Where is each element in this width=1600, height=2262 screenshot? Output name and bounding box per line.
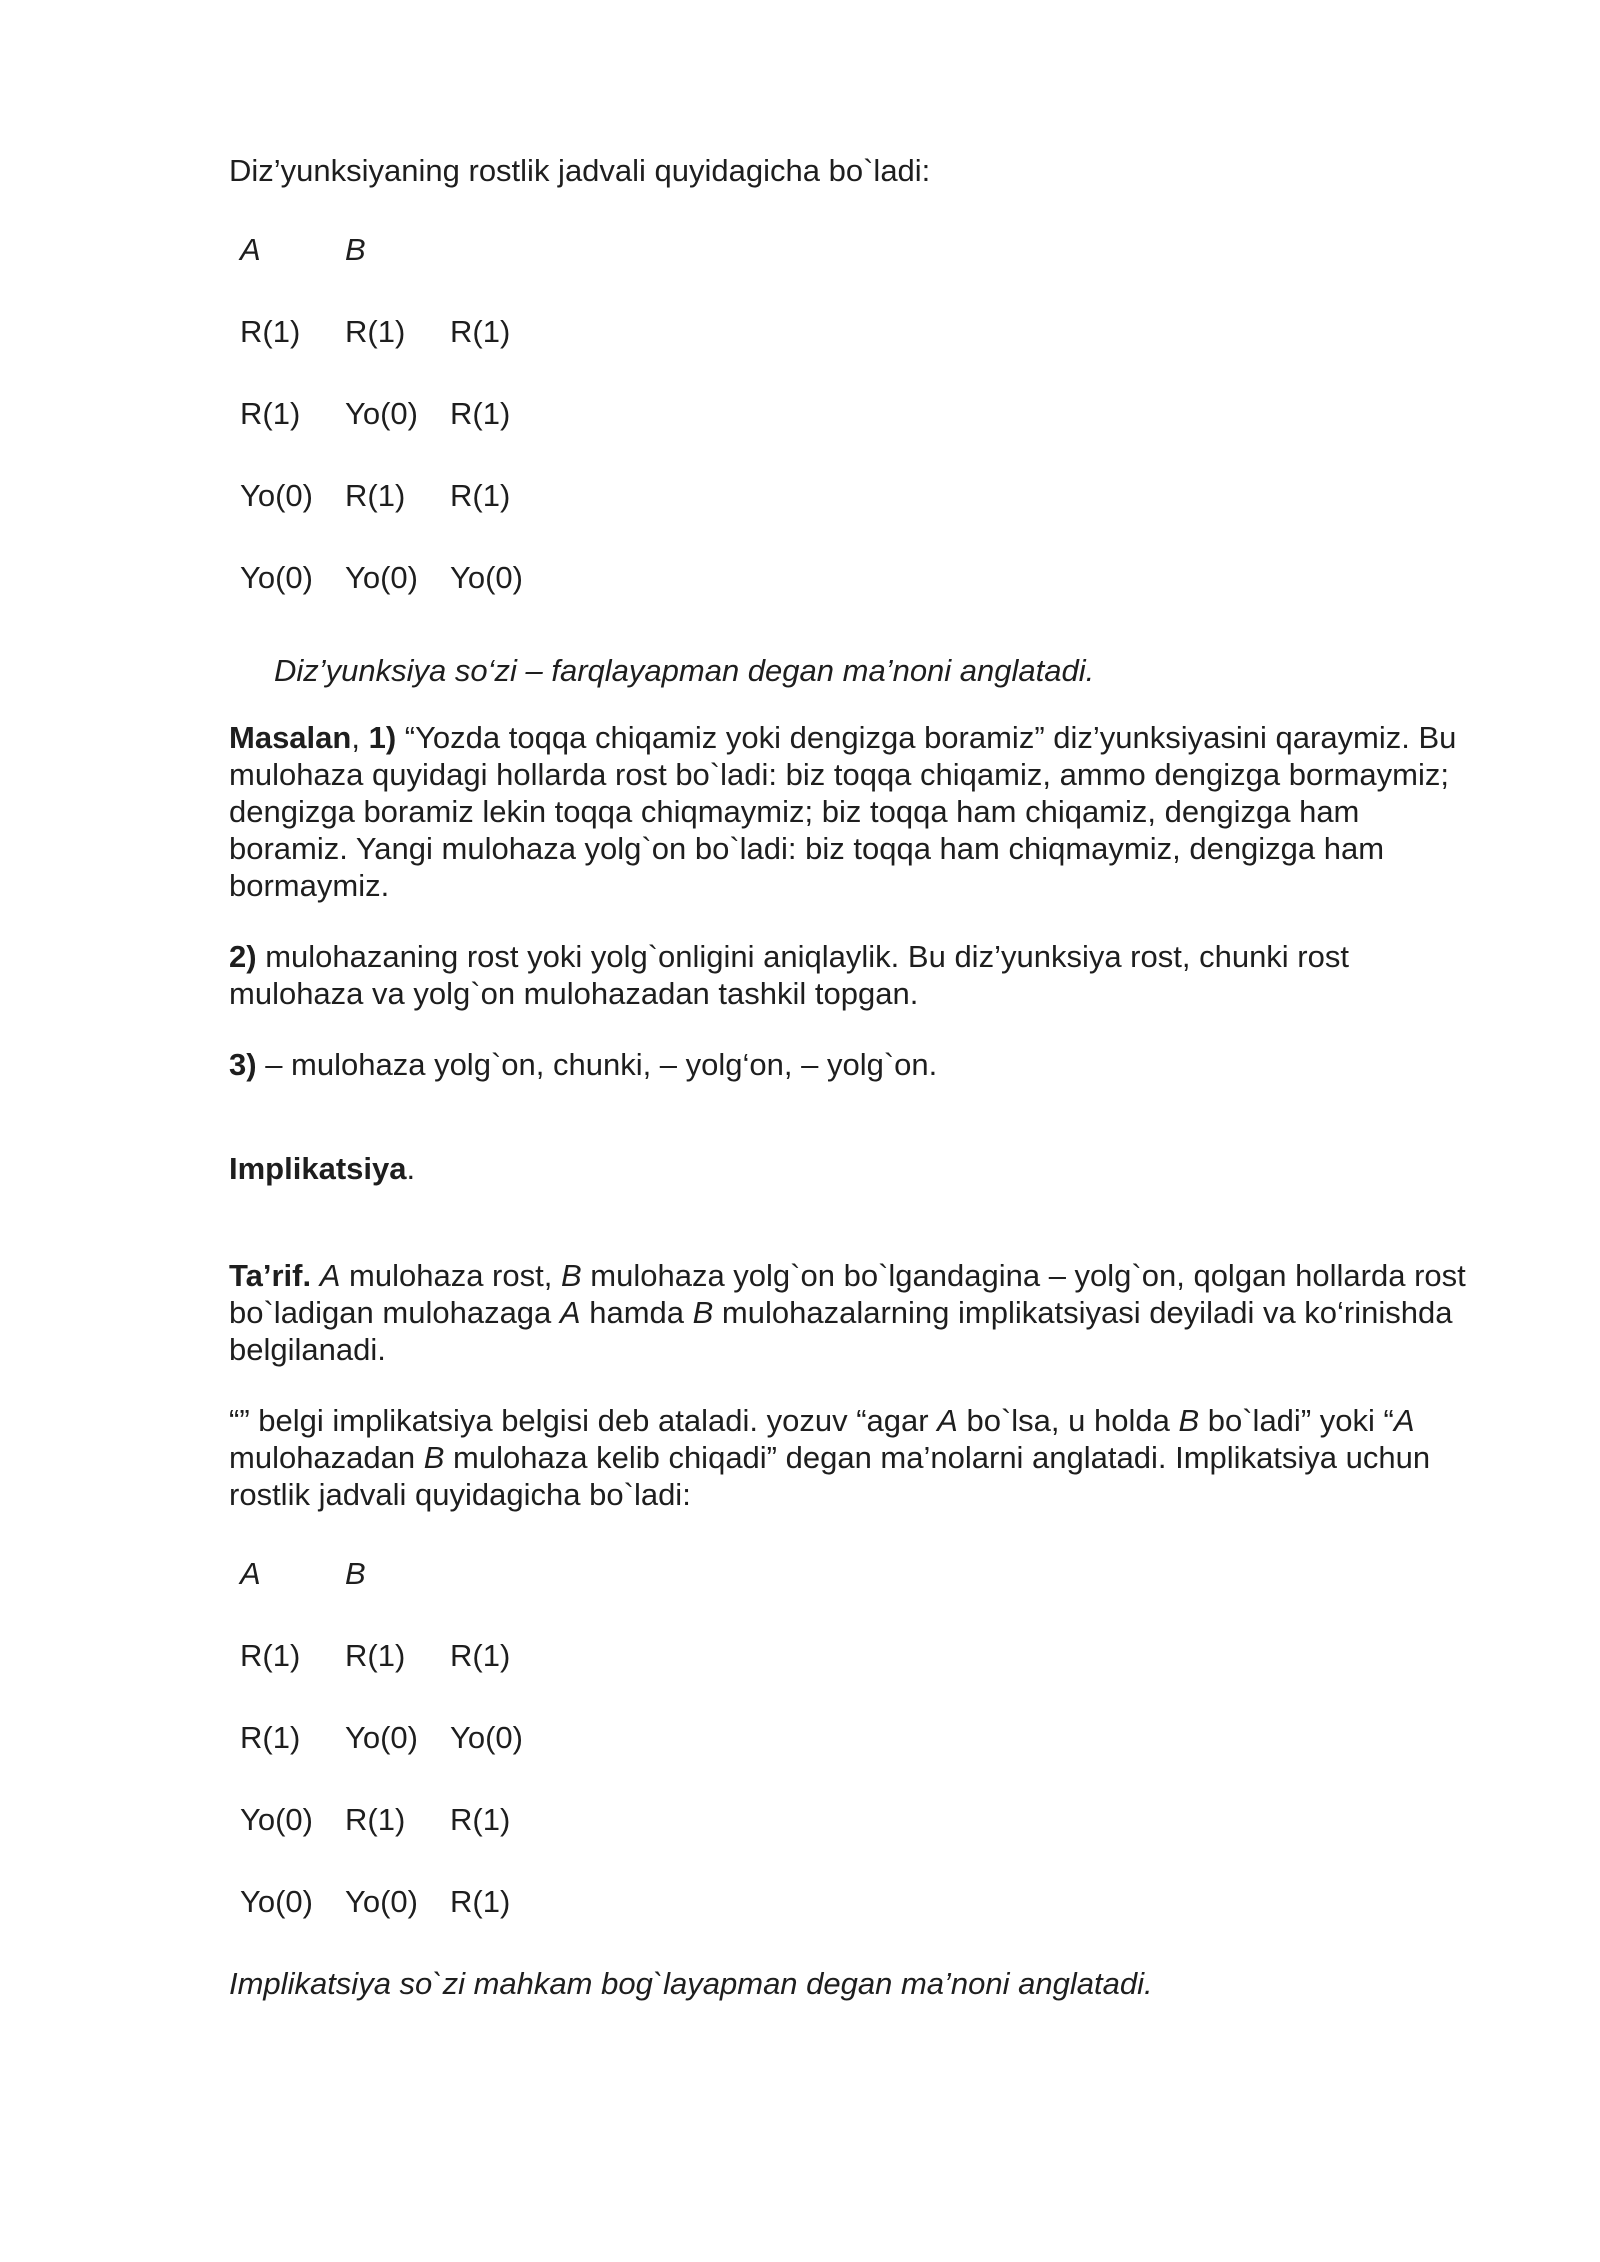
example-lead: Masalan [229, 720, 352, 755]
table-header-a: A [240, 1556, 261, 1591]
table-cell: R(1) [240, 314, 301, 349]
table-cell: Yo(0) [240, 1884, 313, 1919]
example-text: “Yozda toqqa chiqamiz yoki dengizga boramiz” diz’yunksiyasini qaraymiz. Bu mulohaza quyidagi hollarda rost bo`ladi: biz toqqa chiqamiz, ammo dengizga bormaymiz; dengizga boramiz lekin toqqa chiqmaymiz; biz toqqa ham chiqamiz, dengizga ham boramiz. Yangi mulohaza yolg`on bo`ladi: biz toqqa ham chiqmaymiz, dengizga ham bormaymiz. [229, 720, 1457, 903]
definition-paragraph: Ta’rif. A mulohaza rost, B mulohaza yolg`on bo`lgandagina – yolg`on, qolgan hollarda rost bo`ladigan mulohazaga A hamda B mulohazalarning implikatsiyasi deyiladi va ko‘rinishda belgilanadi. [229, 1258, 1466, 1367]
table-cell: R(1) [240, 1720, 301, 1755]
table-cell: R(1) [345, 478, 406, 513]
disjunction-meaning: Diz’yunksiya so‘zi – farqlayapman degan ma’noni anglatadi. [274, 653, 1095, 688]
table-cell: R(1) [450, 1884, 511, 1919]
table-cell: Yo(0) [450, 1720, 523, 1755]
table-cell: R(1) [345, 1802, 406, 1837]
table-cell: Yo(0) [240, 1802, 313, 1837]
table-cell: R(1) [450, 1802, 511, 1837]
table-cell: R(1) [345, 314, 406, 349]
table-cell: R(1) [450, 314, 511, 349]
implication-heading: Implikatsiya. [229, 1151, 416, 1186]
sign-paragraph: “” belgi implikatsiya belgisi deb ataladi. yozuv “agar A bo`lsa, u holda B bo`ladi” yoki “A mulohazadan B mulohaza kelib chiqadi” degan ma’nolarni anglatadi. Implikatsiya uchun rostlik jadvali quyidagicha bo`ladi: [229, 1403, 1431, 1512]
table-cell: Yo(0) [345, 1720, 418, 1755]
example-3-paragraph [229, 1046, 1479, 1083]
table-cell: R(1) [345, 1638, 406, 1673]
example-2-paragraph [229, 938, 1479, 1012]
table-header-b: B [345, 232, 366, 267]
table-cell: Yo(0) [345, 560, 418, 595]
table-cell: Yo(0) [345, 1884, 418, 1919]
table-header-a: A [240, 232, 261, 267]
example-1-paragraph: Masalan, 1) “Yozda toqqa chiqamiz yoki dengizga boramiz” diz’yunksiyasini qaraymiz. Bu mulohaza quyidagi hollarda rost bo`ladi: biz toqqa chiqamiz, ammo dengizga bormaymiz; dengizga boramiz lekin toqqa chiqmaymiz; biz toqqa ham chiqamiz, dengizga ham boramiz. Yangi mulohaza yolg`on bo`ladi: biz toqqa ham chiqmaymiz, dengizga ham bormaymiz. [229, 720, 1457, 903]
table-cell: R(1) [450, 478, 511, 513]
implication-meaning: Implikatsiya so`zi mahkam bog`layapman degan ma’noni anglatadi. [229, 1966, 1153, 2001]
table-cell: R(1) [240, 1638, 301, 1673]
table-cell: R(1) [450, 396, 511, 431]
example-number: 1) [368, 720, 397, 755]
example-number: 2) [229, 939, 257, 974]
table-cell: R(1) [240, 396, 301, 431]
table-cell: Yo(0) [240, 560, 313, 595]
definition-lead: Ta’rif. [229, 1258, 312, 1293]
table-cell: Yo(0) [240, 478, 313, 513]
example-text: mulohazaning rost yoki yolg`onligini aniqlaylik. Bu diz’yunksiya rost, chunki rost mulohaza va yolg`on mulohazadan tashkil topgan. [229, 939, 1349, 1011]
disjunction-intro: Diz’yunksiyaning rostlik jadvali quyidagicha bo`ladi: [229, 153, 931, 188]
example-text: – mulohaza yolg`on, chunki, – yolg‘on, – yolg`on. [256, 1047, 938, 1082]
table-cell: R(1) [450, 1638, 511, 1673]
example-number: 3) [229, 1047, 257, 1082]
table-cell: Yo(0) [345, 396, 418, 431]
table-cell: Yo(0) [450, 560, 523, 595]
table-header-b: B [345, 1556, 366, 1591]
